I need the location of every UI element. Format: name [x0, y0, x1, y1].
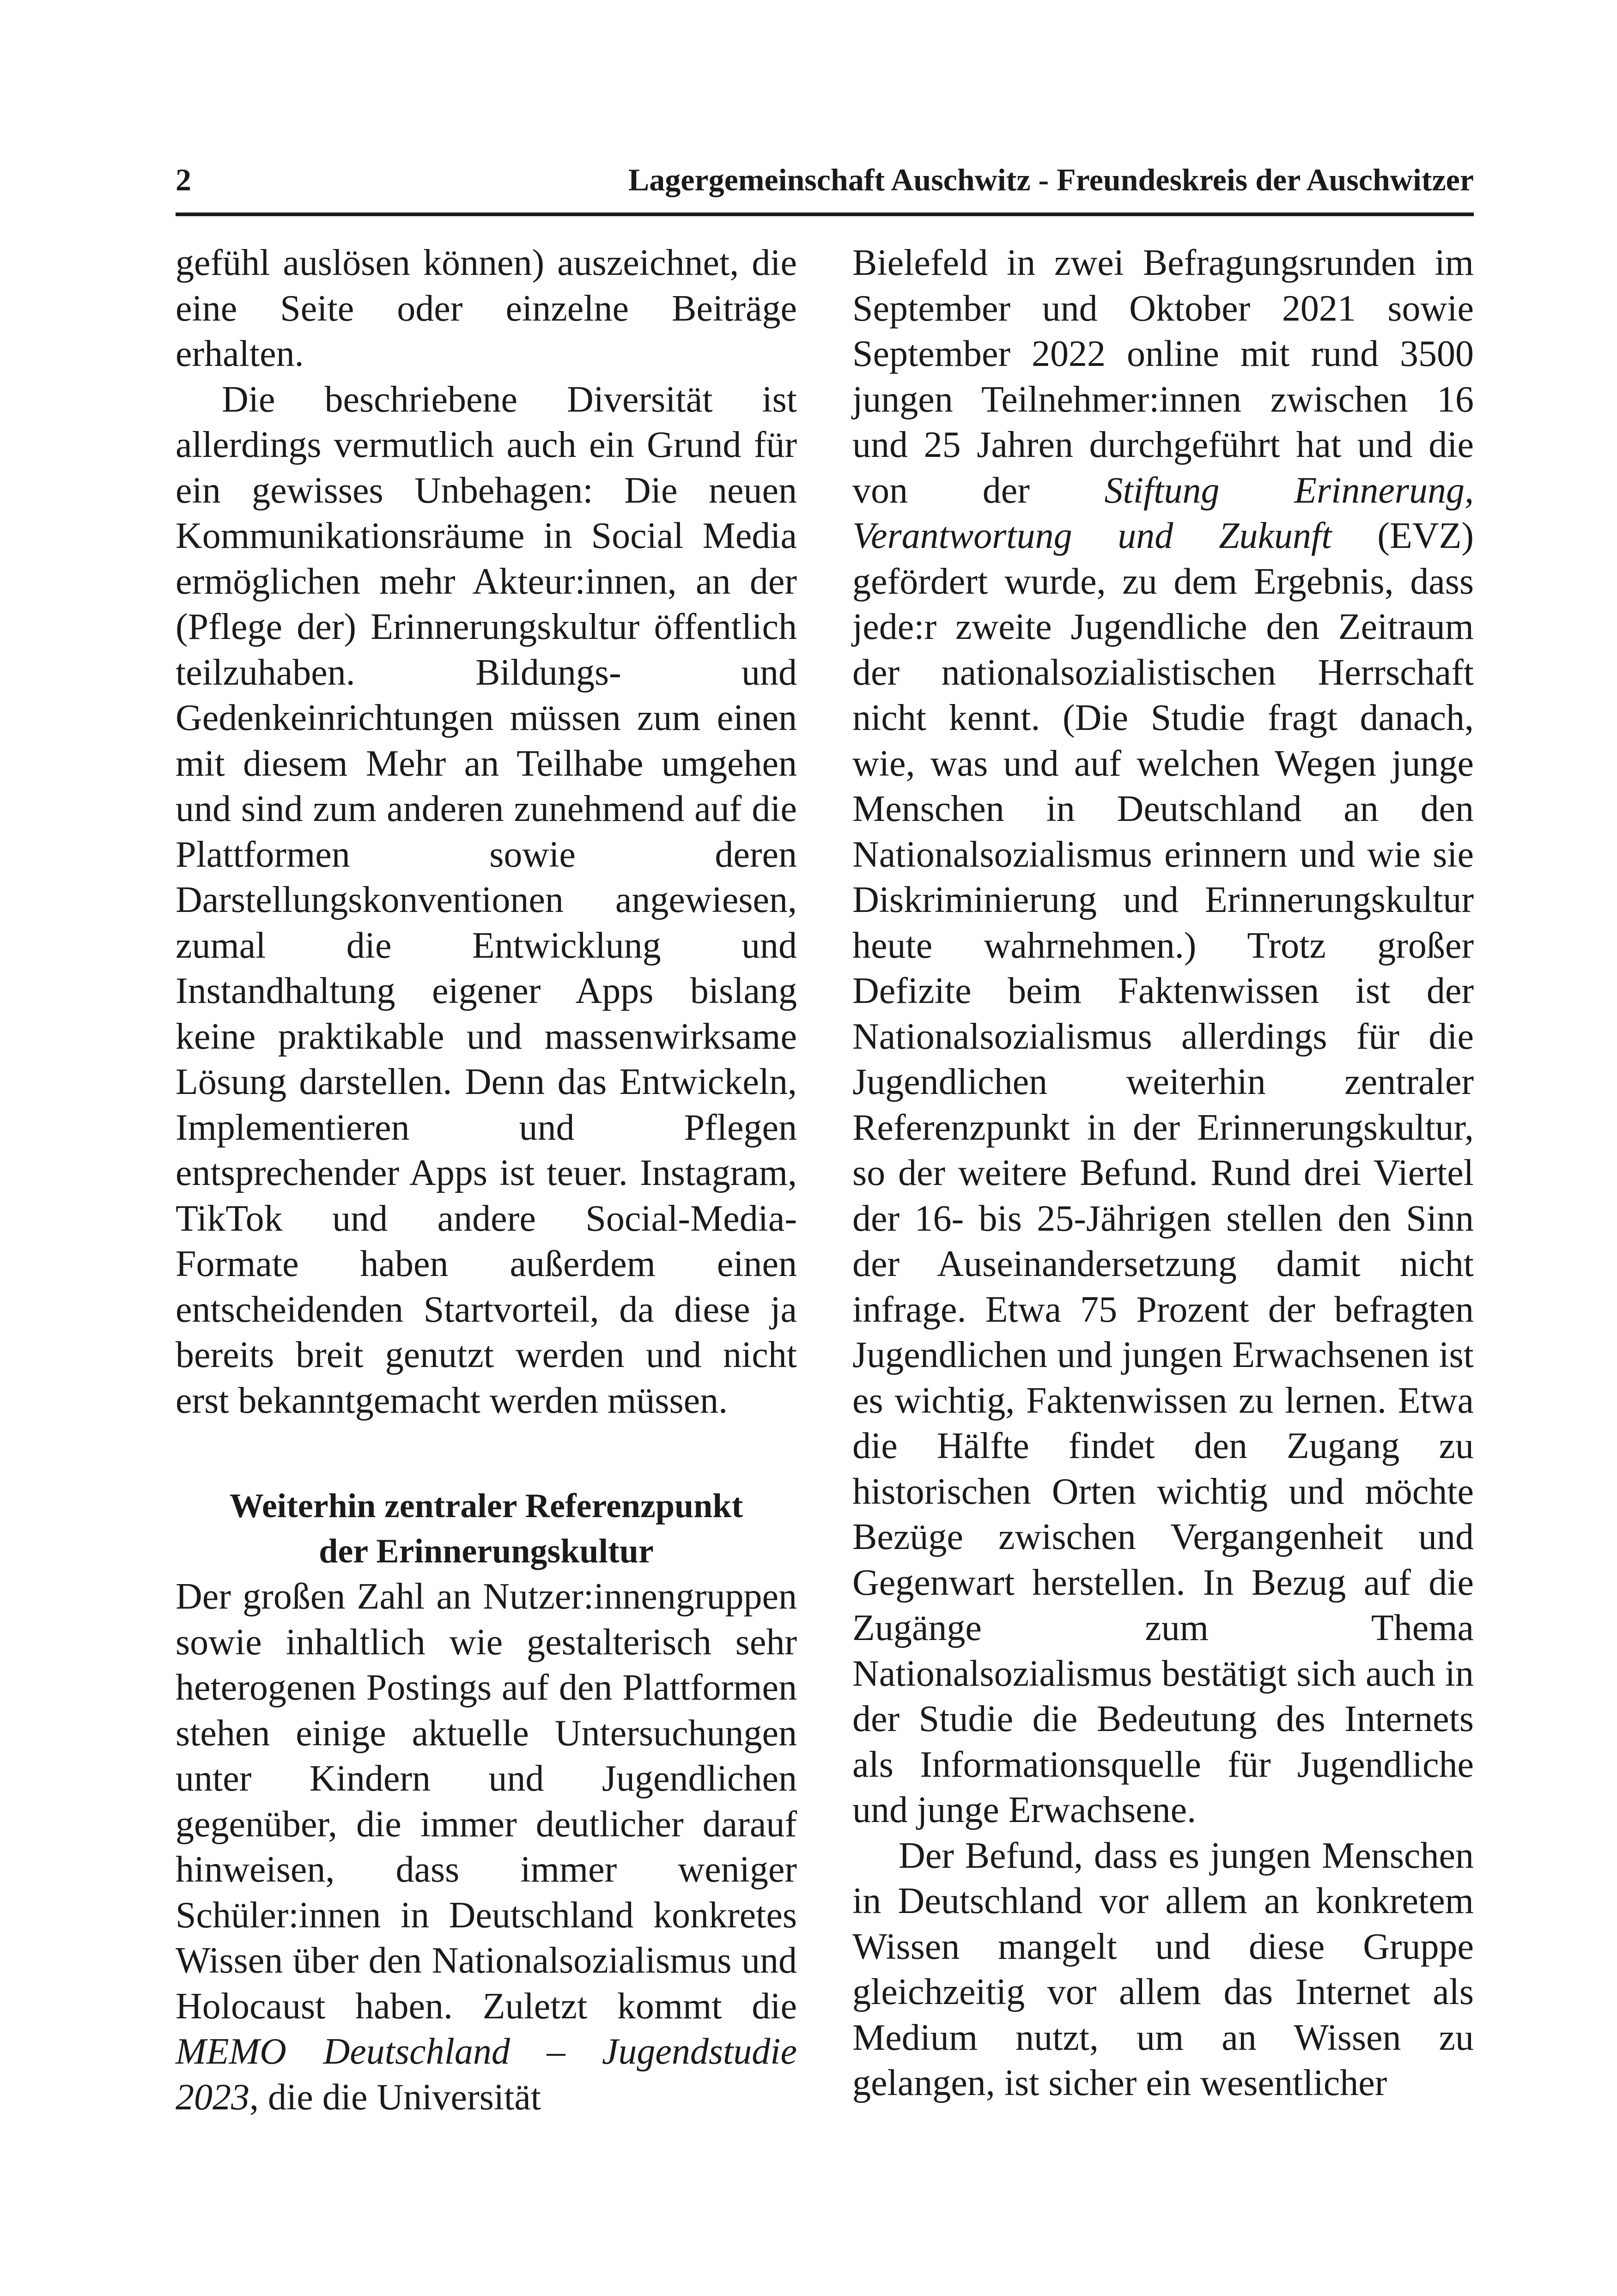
- page-number: 2: [176, 162, 191, 197]
- right-column: [852, 240, 1474, 2106]
- paragraph-text: , die die Universität: [249, 2077, 541, 2118]
- paragraph-text: (EVZ) gefördert wurde, zu dem Ergebnis, dass jede:r zweite Jugendliche den Zeitraum der nationalsozialistischen Herrschaft nicht kennt. (Die Studie fragt danach, wie, was und auf welchen Wegen junge Menschen in Deutschland an den Nationalsozialismus erinnern und wie sie Diskriminierung und Erinnerungskultur heute wahrnehmen.) Trotz großer Defizite beim Faktenwissen ist der Nationalsozialismus allerdings für die Jugendlichen weiterhin zentraler Referenzpunkt in der Erinnerungskultur, so der weitere Befund. Rund drei Viertel der 16- bis 25-Jährigen stellen den Sinn der Auseinandersetzung damit nicht infrage. Etwa 75 Prozent der befragten Jugendlichen und jungen Erwachsenen ist es wichtig, Faktenwissen zu lernen. Etwa die Hälfte findet den Zugang zu historischen Orten wichtig und möchte Bezüge zwischen Vergangenheit und Gegenwart herstellen. In Bezug auf die Zugänge zum Thema Nationalsozialismus bestätigt sich auch in der Studie die Bedeutung des Internets als Informationsquelle für Jugendliche und junge Erwachsene.: [852, 516, 1474, 1830]
- section-heading-line: der Erinnerungskultur: [319, 1532, 654, 1570]
- paragraph: [852, 240, 1474, 1833]
- section-heading-line: Weiterhin zentraler Referenzpunkt: [229, 1487, 743, 1525]
- section-heading: [176, 1483, 797, 1574]
- section-spacer: [176, 1423, 797, 1483]
- paragraph: [176, 1574, 797, 2120]
- paragraph-text: Bielefeld in zwei Befragungsrunden im September und Oktober 2021 sowie September 2022 online mit rund 3500 jungen Teilnehmer:innen zwischen 16 und 25 Jahren durchgeführt hat und die von der: [852, 243, 1474, 511]
- paragraph-text: Der großen Zahl an Nutzer:innengruppen sowie inhaltlich wie gestalterisch sehr heterogenen Postings auf den Plattformen stehen einige aktuelle Untersuchungen unter Kindern und Jugendlichen gegenüber, die immer deutlicher darauf hinweisen, dass immer weniger Schüler:innen in Deutschland konkretes Wissen über den Nationalsozialismus und Holocaust haben. Zuletzt kommt die: [176, 1576, 797, 2027]
- study-title: MEMO Deutschland – Jugendstudie 2023: [176, 2031, 797, 2118]
- foundation-name: Stiftung Erinnerung, Verantwortung und Zukunft: [852, 470, 1474, 556]
- paragraph: gefühl auslösen können) auszeichnet, die eine Seite oder einzelne Beiträge erhalten.: [176, 243, 797, 374]
- page-header: [176, 157, 1474, 216]
- paragraph: Der Befund, dass es jungen Menschen in Deutschland vor allem an konkretem Wissen mangelt und diese Gruppe gleichzeitig vor allem das Internet als Medium nutzt, um an Wissen zu gelangen, ist sicher ein wesentlicher: [852, 1835, 1474, 2103]
- running-title: Lagergemeinschaft Auschwitz - Freundeskreis der Auschwitzer: [628, 162, 1474, 197]
- paragraph: Die beschriebene Diversität ist allerdings vermutlich auch ein Grund für ein gewisses Unbehagen: Die neuen Kommunikationsräume in Social Media ermöglichen mehr Akteur:innen, an der (Pflege der) Erinnerungskultur öffentlich teilzuhaben. Bildungs- und Gedenkeinrichtungen müssen zum einen mit diesem Mehr an Teilhabe umgehen und sind zum anderen zunehmend auf die Plattformen sowie deren Darstellungskonventionen angewiesen, zumal die Entwicklung und Instandhaltung eigener Apps bislang keine praktikable und massenwirksame Lösung darstellen. Denn das Entwickeln, Implementieren und Pflegen entsprechender Apps ist teuer. Instagram, TikTok und andere Social-Media-Formate haben außerdem einen entscheidenden Startvorteil, da diese ja bereits breit genutzt werden und nicht erst bekanntgemacht werden müssen.: [176, 379, 797, 1421]
- left-column: [176, 240, 797, 2120]
